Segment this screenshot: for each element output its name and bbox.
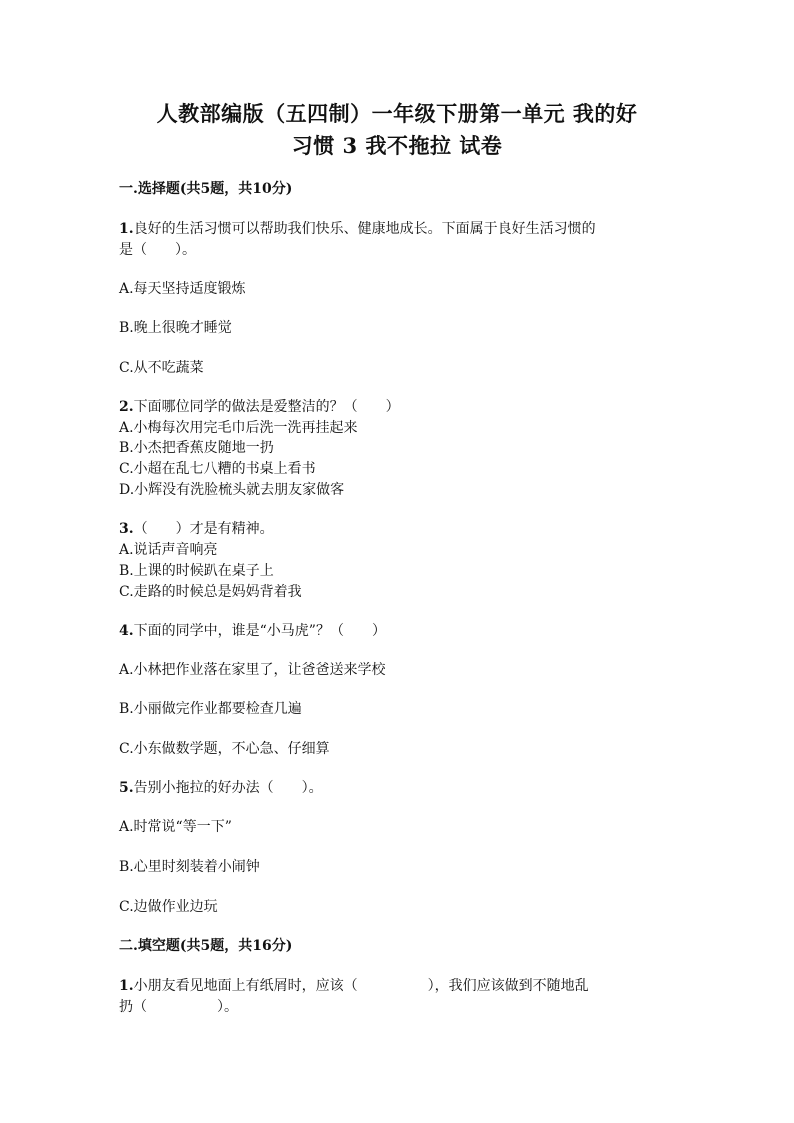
question-4-option-b: B.小丽做完作业都要检查几遍 xyxy=(119,701,302,717)
question-1-option-b: B.晚上很晚才睡觉 xyxy=(119,320,232,336)
question-4-option-c: C.小东做数学题，不心急、仔细算 xyxy=(119,741,330,757)
question-text: 告别小拖拉的好办法（ ）。 xyxy=(133,780,323,796)
question-text: 小朋友看见地面上有纸屑时，应该（ ），我们应该做到不随地乱 xyxy=(133,978,589,994)
question-number: 1. xyxy=(119,978,134,994)
exam-title-line-2: 习惯 3 我不拖拉 试卷 xyxy=(291,133,503,158)
question-text: （ ）才是有精神。 xyxy=(133,521,274,537)
question-2-option-b: B.小杰把香蕉皮随地一扔 xyxy=(119,440,274,456)
question-3-option-b: B.上课的时候趴在桌子上 xyxy=(119,563,274,579)
question-number: 1. xyxy=(119,221,134,237)
question-3-option-a: A.说话声音响亮 xyxy=(119,542,218,558)
question-2-option-c: C.小超在乱七八糟的书桌上看书 xyxy=(119,461,316,477)
question-number: 3. xyxy=(119,521,134,537)
exam-title-line-1: 人教部编版（五四制）一年级下册第一单元 我的好 xyxy=(156,101,638,126)
question-1-option-c: C.从不吃蔬菜 xyxy=(119,360,204,376)
question-1-option-a: A.每天坚持适度锻炼 xyxy=(119,281,246,297)
question-text: 良好的生活习惯可以帮助我们快乐、健康地成长。下面属于良好生活习惯的 xyxy=(133,221,596,237)
fill-question-1-text xyxy=(119,975,589,995)
question-4-text xyxy=(119,620,386,640)
question-5-option-a: A.时常说“等一下” xyxy=(119,819,232,835)
question-1-text xyxy=(119,218,596,238)
question-5-option-c: C.边做作业边玩 xyxy=(119,899,218,915)
question-4-option-a: A.小林把作业落在家里了，让爸爸送来学校 xyxy=(119,662,386,678)
question-2-text xyxy=(119,396,400,416)
question-text: 下面哪位同学的做法是爱整洁的？（ ） xyxy=(133,399,400,415)
question-number: 5. xyxy=(119,780,134,796)
fill-question-1-text-cont: 扔（ ）。 xyxy=(119,999,238,1015)
question-number: 4. xyxy=(119,623,134,639)
question-1-text-cont: 是（ ）。 xyxy=(119,242,196,258)
question-number: 2. xyxy=(119,399,134,415)
question-5-text xyxy=(119,777,323,797)
question-5-option-b: B.心里时刻装着小闹钟 xyxy=(119,859,260,875)
question-3-text xyxy=(119,518,274,538)
question-text: 下面的同学中，谁是“小马虎”？（ ） xyxy=(133,623,386,639)
question-3-option-c: C.走路的时候总是妈妈背着我 xyxy=(119,584,302,600)
section-heading-fill-blank: 二.填空题(共5题，共16分) xyxy=(119,938,293,954)
question-2-option-d: D.小辉没有洗脸梳头就去朋友家做客 xyxy=(119,482,345,498)
question-2-option-a: A.小梅每次用完毛巾后洗一洗再挂起来 xyxy=(119,420,358,436)
section-heading-choice: 一.选择题(共5题，共10分) xyxy=(119,181,293,197)
